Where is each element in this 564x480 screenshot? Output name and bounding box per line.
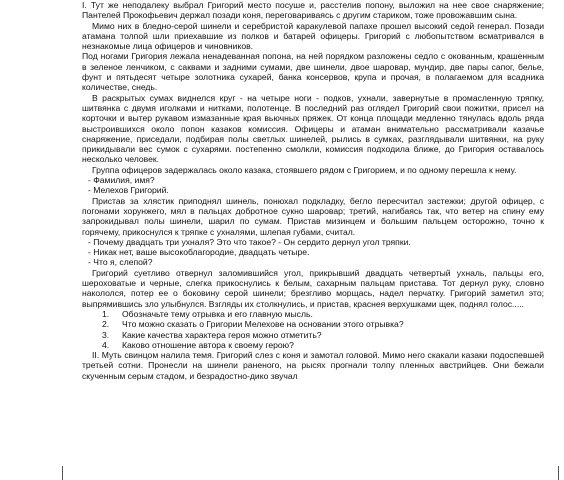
paragraph-6: Пристав за хлястик приподнял шинель, понюхал подкладку, бегло пересчитал застежки; другой офицер, с погонами хорунжего, мял в пальцах добротное сукно шаровар; третий, нагибаясь так, что ветер на спину ему запрокидывал полы шинели, шарил по сумам. Пристав мизинцем и большим пальцем осторожно, точно к горячему, прикоснулся к тряпке с ухналями, шлепая губами, считал. (82, 195, 544, 237)
question-text: Что можно сказать о Григории Мелехове на основании этого отрывка? (122, 319, 404, 330)
question-item-2 (102, 319, 544, 329)
question-number: 3. (102, 329, 110, 340)
paragraph-2: Мимо них в бледно-серой шинели и серебристой каракулевой папахе прошел высокий седой генерал. Позади атамана толпой шли приехавшие из полков и батарей офицеры. Григорий с любопытством всматривался в незнакомые лица офицеров и чиновников. (82, 20, 544, 52)
page-corner-mark-left (62, 466, 71, 480)
paragraph-5: Группа офицеров задержалась около казака, стоявшего рядом с Григорием, и по одному перешла к нему. (92, 164, 517, 175)
question-text: Какие качества характера героя можно отметить? (122, 329, 322, 340)
question-item-3 (102, 330, 544, 340)
dialog-line-1: - Фамилия, имя? (88, 175, 155, 186)
dialog-line-5: - Что я, слепой? (88, 257, 153, 268)
question-number: 2. (102, 319, 110, 330)
question-text: Обозначьте тему отрывка и его главную мысль. (122, 308, 313, 319)
document-page (82, 0, 544, 480)
question-number: 4. (102, 339, 110, 350)
paragraph-1: I. Тут же неподалеку выбрал Григорий место посуше и, расстелив попону, выложил на нее свое снаряжение; Пантелей Прокофьевич держал позади коня, переговариваясь с другим стариком, тоже провожавшим сына. (82, 0, 544, 21)
paragraph-4: В раскрытых сумах виднелся круг - на четыре ноги - подков, ухнали, завернутые в промасленную тряпку, шитвянка с двумя иголками и нитками, полотенце. В последний раз оглядел Григорий свои пожитки, присел на корточки и вытер рукавом измазанные края вьючных пряжек. От конца площади медленно тянулась вдоль ряда выстроившихся около попон казаков комиссия. Офицеры и атаман внимательно рассматривали казачье снаряжение, приседали, подбирая полы светлых шинелей, рылись в сумках, разглядывали шитвянки, на руку прикидывали вес сумок с сухарями. постепенно смолкли, комиссия подходила ближе, до Григория оставалось несколько человек. (82, 92, 544, 165)
page-corner-mark-right (550, 466, 559, 480)
dialog-line-3: - Почему двадцать три ухналя? Это что такое? - Он сердито дернул угол тряпки. (88, 236, 411, 247)
dialog-line-4: - Никак нет, ваше высокоблагородие, двадцать четыре. (88, 247, 310, 258)
question-number: 1. (102, 308, 110, 319)
question-item-4 (102, 340, 544, 350)
paragraph-3: Под ногами Григория лежала ненадеванная попона, на ней порядком разложены седло с окованным, крашенным в зеленое ленчиком, с саквами и задними сумами, две шинели, двое шаровар, мундир, две пары сапог, белье, фунт и пятьдесят четыре золотника сухарей, банка консервов, крупа и прочая, в полагаемом для всадника количестве, снедь. (82, 51, 544, 93)
paragraph-7: Григорий суетливо отвернул заломившийся угол, прикрывший двадцать четвертый ухналь, пальцы его, шероховатые и черные, слегка прикоснулись к белым, сахарным пальцам пристава. Тот дернул руку, словно накололся, потер ее о боковину серой шинели; брезгливо морщась, надел перчатку. Григорий заметил это; выпрямившись зло улыбнулся. Взгляды их столкнулись, и пристав, краснея верхушками щек, поднял голос..... (82, 267, 544, 309)
question-text: Каково отношение автора к своему герою? (122, 339, 294, 350)
paragraph-closing: II. Муть свинцом налила темя. Григорий слез с коня и замотал головой. Мимо него скакали казаки подоспевшей третьей сотни. Пронесли на шинели раненого, на рысях прогнали толпу пленных австрийцев. Они бежали скученным серым стадом, и безрадостно-дико звучал (82, 350, 544, 381)
question-item-1 (102, 309, 544, 319)
questions-list (82, 309, 544, 350)
dialog-line-2: - Мелехов Григорий. (88, 185, 169, 196)
